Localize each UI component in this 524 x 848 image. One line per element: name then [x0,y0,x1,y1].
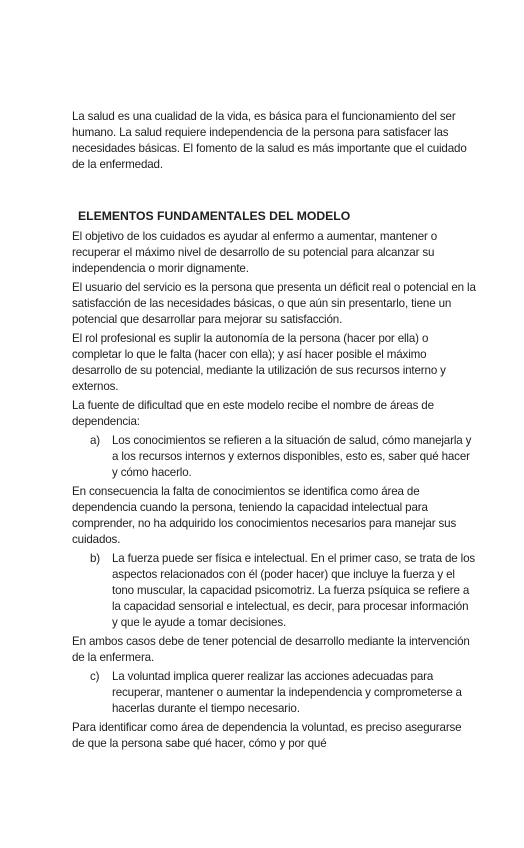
list-item-text: Los conocimientos se refieren a la situación de salud, cómo manejarla y a los recursos internos y externos disponibles, esto es, saber qué hacer y cómo hacerlo. [112,434,472,479]
section-heading: ELEMENTOS FUNDAMENTALES DEL MODELO [78,209,351,223]
paragraph-will-identification: Para identificar como área de dependencia la voluntad, es preciso asegurarse de que la persona sabe qué hacer, cómo y por qué [72,721,462,750]
list-item-strength [72,551,476,631]
document-body [72,109,476,755]
list-marker: c) [90,670,100,683]
paragraph-difficulty-source: La fuente de dificultad que en este modelo recibe el nombre de áreas de dependencia: [72,399,434,428]
list-item-text: La fuerza puede ser física e intelectual. En el primer caso, se trata de los aspectos relacionados con él (poder hacer) que incluye la fuerza y el tono muscular, la capacidad psicomotriz. La fuerza psíquica se refiere a la capacidad sensorial e intelectual, es decir, para procesar información y que le ayude a tomar decisiones. [112,552,476,629]
paragraph-knowledge-consequence: En consecuencia la falta de conocimientos se identifica como área de dependencia cuando la persona, teniendo la capacidad intelectual para comprender, no ha adquirido los conocimientos necesarios para manejar sus cuidados. [72,485,457,546]
paragraph-user: El usuario del servicio es la persona que presenta un déficit real o potencial en la satisfacción de las necesidades básicas, o que aún sin presentarlo, tiene un potencial que desarrollar para mejorar su satisfacción. [72,281,476,326]
paragraph-objective: El objetivo de los cuidados es ayudar al enfermo a aumentar, mantener o recuperar el máximo nivel de desarrollo de su potencial para alcanzar su independencia o morir dignamente. [72,230,438,275]
list-item-text: La voluntad implica querer realizar las acciones adecuadas para recuperar, mantener o aumentar la independencia y comprometerse a hacerlas durante el tiempo necesario. [112,670,462,715]
intro-paragraph: La salud es una cualidad de la vida, es básica para el funcionamiento del ser humano. La salud requiere independencia de la persona para satisfacer las necesidades básicas. El fomento de la salud es más importante que el cuidado de la enfermedad. [72,110,467,171]
paragraph-role: El rol profesional es suplir la autonomía de la persona (hacer por ella) o completar lo que le falta (hacer con ella); y así hacer posible el máximo desarrollo de su potencial, mediante la utilización de sus recursos interno y externos. [72,332,446,393]
list-item-will [72,669,476,717]
list-item-knowledge [72,433,476,481]
paragraph-both-cases: En ambos casos debe de tener potencial de desarrollo mediante la intervención de la enfermera. [72,635,470,664]
list-marker: b) [90,552,101,565]
list-marker: a) [90,434,101,447]
